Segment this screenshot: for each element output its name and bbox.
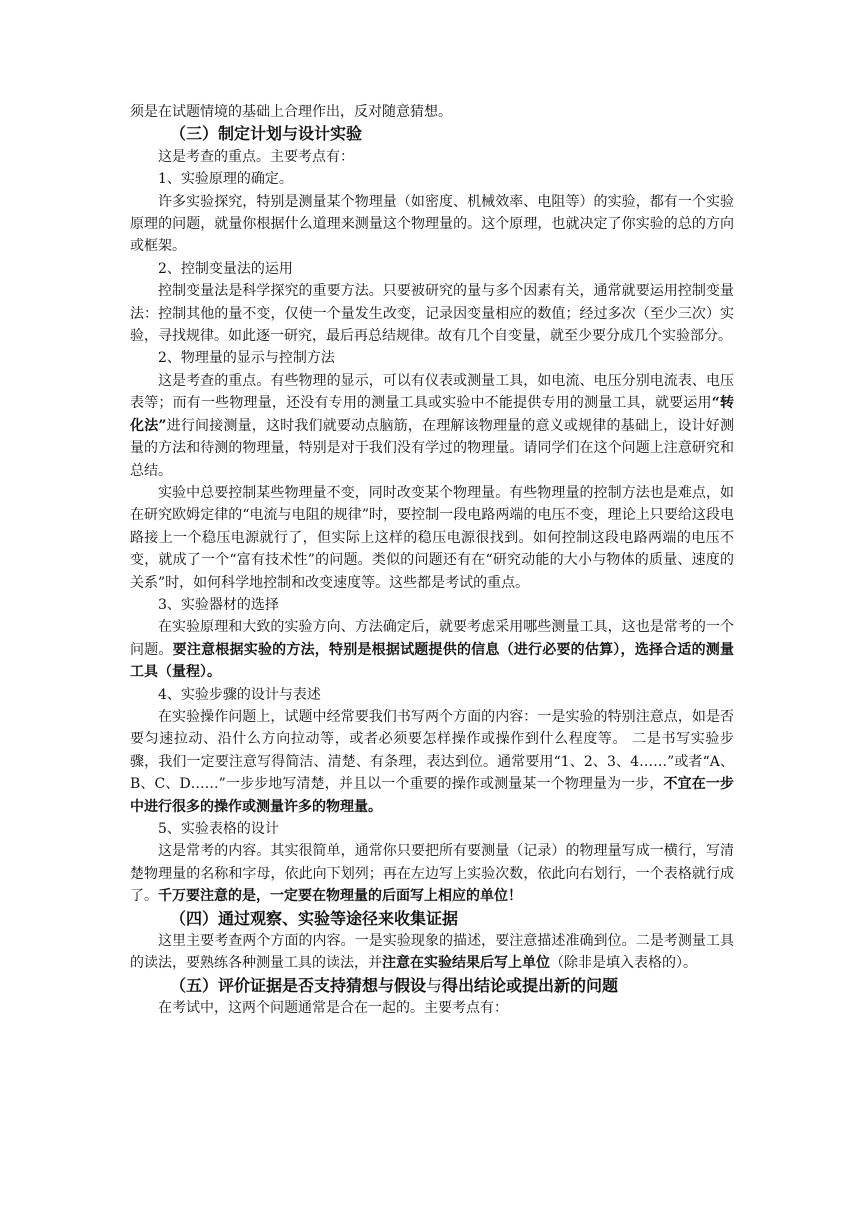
text-run: （三）制定计划与设计实验 xyxy=(170,124,363,144)
paragraph xyxy=(130,616,734,683)
paragraph xyxy=(130,280,734,347)
text-run: 在考试中，这两个问题通常是合在一起的。主要考点有： xyxy=(158,1000,508,1017)
paragraph xyxy=(130,930,734,975)
paragraph xyxy=(130,101,734,123)
bold-text: 千万要注意的是，一定要在物理量的后面写上相应的单位！ xyxy=(158,888,522,905)
text-run: 这是考查的重点。主要考点有： xyxy=(158,148,354,165)
paragraph xyxy=(130,191,734,258)
paragraph xyxy=(130,347,734,369)
paragraph xyxy=(130,146,734,168)
text-run: 实验中总要控制某些物理量不变，同时改变某个物理量。有些物理量的控制方法也是难点，如在研究欧姆定律的“电流与电阻的规律”时，要控制一段电路两端的电压不变，理论上只要给这段电路接上一个稳压电源就行了，但实际上这样的稳压电源很找到。如何控制这段电路两端的电压不变，就成了一个“富有技术性”的问题。类似的问题还有在“研究动能的大小与物体的质量、速度的关系”时，如何科学地控制和改变速度等。这些都是考试的重点。 xyxy=(130,484,734,591)
document-page xyxy=(130,101,734,1020)
paragraph xyxy=(130,482,734,594)
text-run: （除非是填入表格的）。 xyxy=(550,955,697,972)
text-run: 1、实验原理的确定。 xyxy=(158,171,293,188)
section-heading xyxy=(130,123,734,145)
text-run: 与 xyxy=(426,975,443,995)
text-run: 控制变量法是科学探究的重要方法。只要被研究的量与多个因素有关，通常就要运用控制变量法：控制其他的量不变，仅使一个量发生改变，记录因变量相应的数值；经过多次（至少三次）实验，寻找规律。如此逐一研究，最后再总结规律。故有几个自变量，就至少要分成几个实验部分。 xyxy=(130,283,734,345)
paragraph xyxy=(130,370,734,482)
section-heading xyxy=(130,908,734,930)
text-run: 这是常考的内容。其实很简单，通常你只要把所有要测量（记录）的物理量写成一横行，写清楚物理量的名称和字母，依此向下划列；再在左边写上实验次数，依此向右划行，一个表格就行成了。 xyxy=(130,843,734,905)
paragraph xyxy=(130,168,734,190)
section-heading xyxy=(130,975,734,997)
bold-text: 注意在实验结果后写上单位 xyxy=(382,955,550,972)
bold-text: 要注意根据实验的方法，特别是根据试题提供的信息（进行必要的估算），选择合适的测量工具（量程）。 xyxy=(130,641,735,681)
text-run: 得出结论或提出新的问题 xyxy=(442,975,619,995)
text-run: 在实验原理和大致的实验方向、方法确定后，就要考虑采用哪些测量工具，这也是常考的一个问题。 xyxy=(130,619,734,658)
text-run: 4、实验步骤的设计与表述 xyxy=(158,686,321,703)
text-run: 3、实验器材的选择 xyxy=(158,596,279,613)
bold-text: 不宜在一步中进行很多的操作或测量许多的物理量。 xyxy=(130,776,734,815)
text-run: （四）通过观察、实验等途径来收集证据 xyxy=(170,908,459,928)
text-run: 进行间接测量，这时我们就要动点脑筋，在理解该物理量的意义或规律的基础上，设计好测量的方法和待测的物理量，特别是对于我们没有学过的物理量。请同学们在这个问题上注意研究和总结。 xyxy=(130,417,734,479)
text-run: 在实验操作问题上，试题中经常要我们书写两个方面的内容：一是实验的特别注意点，如是否要匀速拉动、沿什么方向拉动等，或者必须要怎样操作或操作到什么程度等。 二是书写实验步骤，我们一定要注意写得简洁、清楚、有条理，表达到位。通常要用“1、2、3、4……”或者“A、B、C、D……”一步步地写清楚，并且以一个重要的操作或测量某一个物理量为一步， xyxy=(130,708,734,793)
text-run: 2、控制变量法的运用 xyxy=(158,260,293,277)
text-run: 5、实验表格的设计 xyxy=(158,821,279,837)
paragraph xyxy=(130,818,734,840)
text-run: 这里主要考查两个方面的内容。一是实验现象的描述，要注意描述准确到位。二是考测量工具的读法，要熟练各种测量工具的读法，并 xyxy=(130,933,734,972)
text-run: 须是在试题情境的基础上合理作出，反对随意猜想。 xyxy=(130,104,452,120)
paragraph xyxy=(130,258,734,280)
paragraph xyxy=(130,684,734,706)
text-run: （五）评价证据是否支持猜想与假设 xyxy=(170,975,427,995)
text-run: 2、物理量的显示与控制方法 xyxy=(158,350,335,367)
text-run: 这是考查的重点。有些物理的显示，可以有仪表或测量工具，如电流、电压分别电流表、电压表等；而有一些物理量，还没有专用的测量工具或实验中不能提供专用的测量工具，就要运用 xyxy=(130,372,734,412)
text-run: 许多实验探究，特别是测量某个物理量（如密度、机械效率、电阻等）的实验，都有一个实验原理的问题，就量你根据什么道理来测量这个物理量的。这个原理，也就决定了你实验的总的方向或框架。 xyxy=(130,193,734,255)
paragraph xyxy=(130,706,734,818)
bold-text: “转化法” xyxy=(130,395,734,434)
paragraph xyxy=(130,997,734,1019)
paragraph xyxy=(130,840,734,907)
paragraph xyxy=(130,594,734,616)
